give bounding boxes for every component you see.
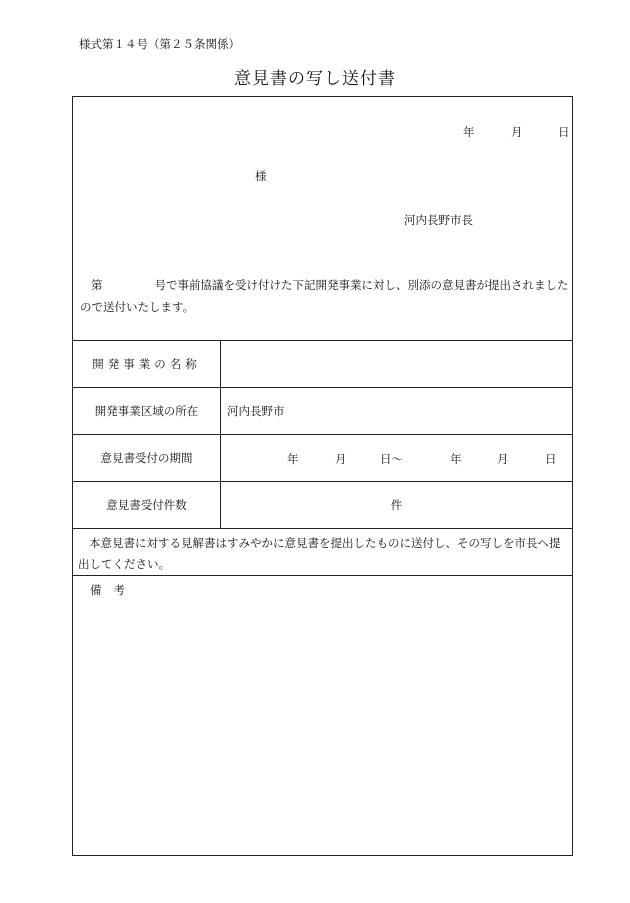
to-day: 日 [545, 452, 557, 466]
period-label: 意見書受付の期間 [73, 435, 221, 482]
to-year: 年 [450, 452, 462, 466]
project-name-value [221, 341, 573, 388]
table-row [73, 388, 573, 435]
location-value: 河内長野市 [221, 388, 573, 435]
date-year-label: 年 [463, 125, 475, 139]
from-year: 年 [287, 452, 299, 466]
table-row [73, 435, 573, 482]
from-day: 日〜 [380, 452, 403, 466]
notice-text: 号で事前協議を受け付けた下記開発事業に対し、別添の意見書が提出されましたので送付いたします。 [80, 278, 569, 314]
number-prefix: 第 [91, 278, 103, 292]
project-name-label: 開発事業の名称 [73, 341, 221, 388]
count-value: 件 [221, 482, 573, 529]
from-month: 月 [335, 452, 347, 466]
period-value [221, 435, 573, 482]
count-label: 意見書受付件数 [73, 482, 221, 529]
table-row [73, 482, 573, 529]
remarks-char-2: 考 [113, 583, 125, 597]
table-row [73, 341, 573, 388]
notice-paragraph [80, 274, 572, 318]
details-table [72, 340, 573, 529]
to-month: 月 [497, 452, 509, 466]
instruction-text: 本意見書に対する見解書はすみやかに意見書を提出したものに送付し、その写しを市長へ提出してください。 [78, 536, 561, 571]
document-title: 意見書の写し送付書 [234, 69, 396, 89]
date-day-label: 日 [558, 125, 570, 139]
form-number: 様式第１４号（第２５条関係） [79, 37, 240, 51]
date-month-label: 月 [511, 125, 523, 139]
issuer-name: 河内長野市長 [404, 213, 473, 227]
location-label: 開発事業区域の所在 [73, 388, 221, 435]
remarks-heading [90, 582, 125, 598]
instruction-note [72, 528, 573, 576]
remarks-char-1: 備 [90, 583, 102, 597]
addressee-suffix: 様 [255, 169, 267, 183]
